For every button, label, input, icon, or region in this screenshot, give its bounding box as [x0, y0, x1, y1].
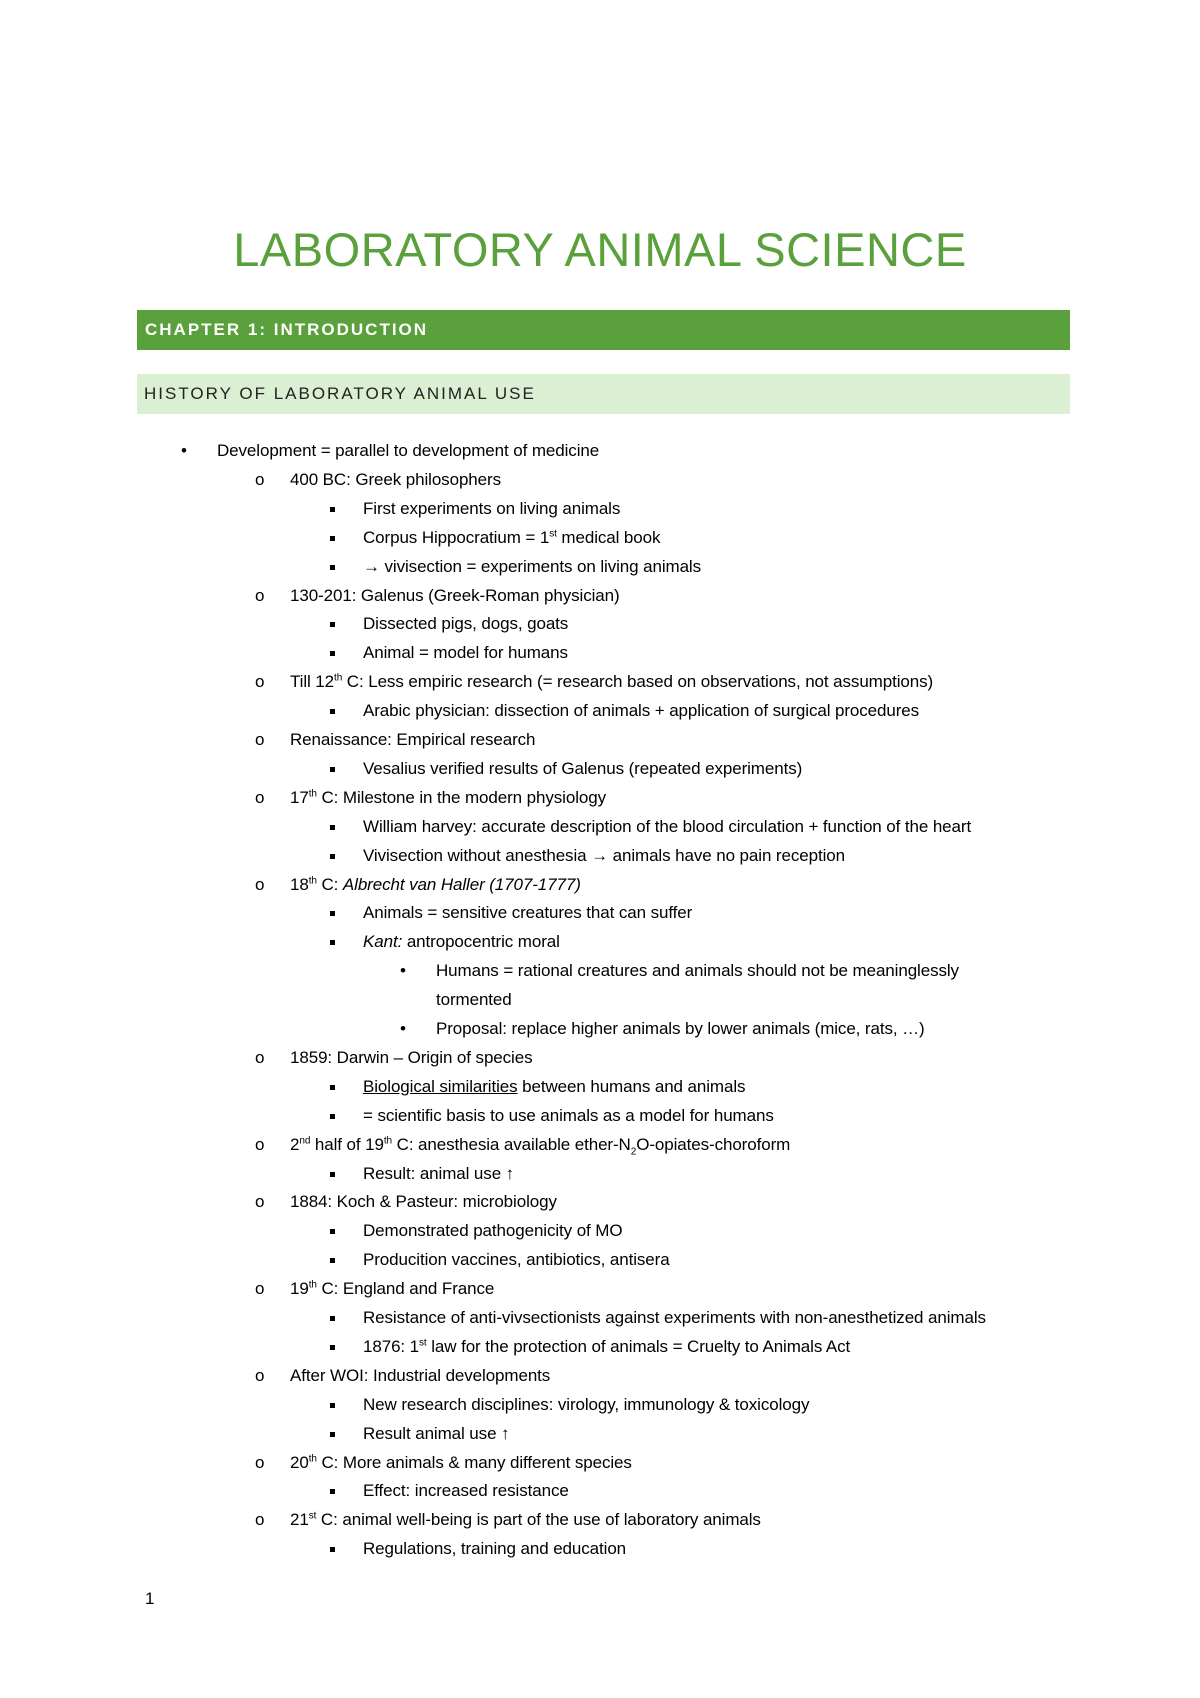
- outline-text: th: [308, 1452, 317, 1464]
- outline-text: Dissected pigs, dogs, goats: [363, 614, 569, 634]
- bullet-square-icon: [330, 1258, 335, 1263]
- outline-item: [290, 1278, 494, 1300]
- outline-text: C: Less empiric research (= research based on observations, not assumptions): [342, 672, 934, 692]
- bullet-square-icon: [330, 709, 335, 714]
- outline-item: [290, 671, 933, 693]
- bullet-square-icon: [330, 1547, 335, 1552]
- outline-text: Albrecht van Haller (1707-1777): [342, 874, 581, 894]
- bullet-square-icon: [330, 565, 335, 570]
- bullet-square-icon: [330, 767, 335, 772]
- bullet-circle-icon: o: [255, 469, 265, 489]
- bullet-square-icon: [330, 1345, 335, 1350]
- bullet-circle-icon: o: [255, 874, 265, 894]
- outline-item: [436, 1018, 925, 1040]
- outline-item: [290, 585, 620, 607]
- outline-text: st: [549, 528, 557, 540]
- outline-text: 17: [290, 787, 309, 807]
- outline-item: [363, 758, 802, 780]
- outline-text: Effect: increased resistance: [363, 1481, 569, 1501]
- outline-item: [290, 1365, 550, 1387]
- bullet-square-icon: [330, 1114, 335, 1119]
- outline-item: [363, 498, 620, 520]
- outline-item: [290, 1191, 557, 1213]
- bullet-circle-icon: o: [255, 1134, 265, 1154]
- outline-text: half of 19: [310, 1134, 384, 1154]
- outline-text: 18: [290, 874, 309, 894]
- outline-item: [363, 1423, 509, 1445]
- outline-text: 19: [290, 1279, 309, 1299]
- outline-item: [363, 1105, 774, 1127]
- outline-text: antropocentric moral: [402, 932, 560, 952]
- outline-item: [363, 1076, 745, 1098]
- outline-item: [290, 1134, 790, 1156]
- outline-text: Animals = sensitive creatures that can suffer: [363, 903, 693, 923]
- bullet-square-icon: [330, 1316, 335, 1321]
- bullet-square-icon: [330, 536, 335, 541]
- bullet-circle-icon: o: [255, 672, 265, 692]
- bullet-circle-icon: o: [255, 1365, 265, 1385]
- outline-text: 130-201: Galenus (Greek-Roman physician): [290, 585, 620, 605]
- outline-item: [363, 816, 971, 838]
- outline-text: Renaissance: Empirical research: [290, 730, 536, 749]
- chapter-heading: CHAPTER 1: INTRODUCTION: [137, 310, 1070, 350]
- outline-text: Humans = rational creatures and animals should not be meaninglessly: [436, 961, 959, 981]
- outline-text: After WOI: Industrial developments: [290, 1365, 551, 1385]
- outline-item: [363, 1220, 623, 1242]
- page-number: 1: [145, 1589, 155, 1608]
- outline-text: 20: [290, 1452, 309, 1472]
- outline-text: Vivisection without anesthesia → animals have no pain reception: [363, 845, 845, 865]
- outline-text: Biological similarities: [363, 1076, 518, 1096]
- outline-text: New research disciplines: virology, immunology & toxicology: [363, 1394, 810, 1414]
- outline-text: 1876: 1: [363, 1336, 420, 1356]
- bullet-square-icon: [330, 507, 335, 512]
- bullet-square-icon: [330, 825, 335, 830]
- bullet-circle-icon: o: [255, 787, 265, 807]
- outline-text: C: England and France: [316, 1279, 495, 1299]
- bullet-circle-icon: o: [255, 1452, 265, 1472]
- outline-text: 1859: Darwin – Origin of species: [290, 1047, 533, 1067]
- bullet-dot-icon: •: [181, 441, 187, 460]
- outline-text: 21: [290, 1510, 309, 1530]
- outline-text: st: [308, 1510, 317, 1522]
- bullet-square-icon: [330, 1403, 335, 1408]
- outline-text: 400 BC: Greek philosophers: [290, 469, 501, 489]
- outline-item: [363, 1163, 514, 1185]
- outline-text: Animal = model for humans: [363, 643, 568, 663]
- outline-text: Vesalius verified results of Galenus (repeated experiments): [363, 758, 803, 778]
- outline-text: Kant:: [363, 932, 403, 952]
- outline-text: 2: [630, 1145, 637, 1157]
- bullet-square-icon: [330, 1229, 335, 1234]
- outline-item: [290, 1047, 532, 1069]
- bullet-circle-icon: o: [255, 1510, 265, 1530]
- outline-text: th: [308, 788, 317, 800]
- outline-text: Corpus Hippocratium = 1: [363, 527, 550, 547]
- outline-text: nd: [299, 1134, 311, 1146]
- bullet-square-icon: [330, 940, 335, 945]
- outline-text: 1884: Koch & Pasteur: microbiology: [290, 1192, 557, 1212]
- outline-item: [363, 1307, 986, 1329]
- outline-item: [363, 931, 560, 953]
- outline-item: [363, 1336, 850, 1358]
- outline-text: C: Milestone in the modern physiology: [316, 787, 606, 807]
- outline-item: [436, 960, 959, 982]
- outline-text: th: [308, 1279, 317, 1291]
- outline-item: [363, 527, 660, 549]
- bullet-circle-icon: o: [255, 1047, 265, 1067]
- outline-item: [290, 1509, 761, 1531]
- outline-text: C: animal well-being is part of the use of laboratory animals: [316, 1510, 761, 1530]
- outline-item: [363, 613, 568, 635]
- outline-item: [363, 1394, 809, 1416]
- bullet-dot-icon: •: [400, 1019, 406, 1038]
- document-title: LABORATORY ANIMAL SCIENCE: [233, 223, 967, 276]
- bullet-dot-icon: •: [400, 961, 406, 981]
- outline-text: O-opiates-choroform: [636, 1134, 791, 1154]
- bullet-square-icon: [330, 911, 335, 916]
- outline-text: Till 12: [290, 672, 335, 692]
- outline-item: [290, 729, 535, 751]
- outline-item: [290, 874, 581, 896]
- outline-text: Arabic physician: dissection of animals + application of surgical procedures: [363, 701, 920, 721]
- bullet-circle-icon: o: [255, 1279, 265, 1299]
- bullet-circle-icon: o: [255, 585, 265, 605]
- outline-text: C: More animals & many different species: [316, 1452, 632, 1472]
- outline-item: [363, 556, 701, 578]
- outline-text: st: [419, 1337, 427, 1349]
- section-heading: HISTORY OF LABORATORY ANIMAL USE: [137, 374, 1070, 414]
- outline-text: tormented: [436, 990, 512, 1010]
- bullet-circle-icon: o: [255, 730, 265, 749]
- outline-text: Development = parallel to development of medicine: [217, 441, 600, 460]
- outline-item: [363, 902, 692, 924]
- outline-item: [363, 700, 919, 722]
- outline-text: medical book: [556, 527, 661, 547]
- outline-text: Regulations, training and education: [363, 1539, 627, 1559]
- outline-text: First experiments on living animals: [363, 498, 621, 518]
- bullet-square-icon: [330, 854, 335, 859]
- outline-item: [363, 1480, 569, 1502]
- bullet-square-icon: [330, 1432, 335, 1437]
- outline-text: Result animal use ↑: [363, 1423, 510, 1443]
- bullet-square-icon: [330, 1172, 335, 1177]
- bullet-square-icon: [330, 622, 335, 627]
- outline-text: th: [383, 1134, 393, 1146]
- outline-text: th: [308, 874, 317, 886]
- outline-item: [363, 1538, 626, 1560]
- outline-item: [290, 469, 501, 491]
- outline-item: [290, 1452, 632, 1474]
- outline-text: C: anesthesia available ether-N: [392, 1134, 631, 1154]
- outline-text: between humans and animals: [517, 1076, 746, 1096]
- outline-text: law for the protection of animals = Cruelty to Animals Act: [426, 1336, 851, 1356]
- bullet-square-icon: [330, 1489, 335, 1494]
- outline-text: William harvey: accurate description of the blood circulation + function of the heart: [363, 816, 972, 836]
- outline-text: Producition vaccines, antibiotics, antisera: [363, 1250, 670, 1270]
- outline-item: [363, 845, 845, 867]
- outline-item: [363, 642, 568, 664]
- bullet-square-icon: [330, 1085, 335, 1090]
- outline-text: C:: [316, 874, 343, 894]
- outline-text: Resistance of anti-vivsectionists against experiments with non-anesthetized animals: [363, 1308, 986, 1327]
- outline-text: Demonstrated pathogenicity of MO: [363, 1221, 623, 1241]
- bullet-square-icon: [330, 651, 335, 656]
- bullet-circle-icon: o: [255, 1192, 265, 1212]
- outline-text: Proposal: replace higher animals by lower animals (mice, rats, …): [436, 1019, 925, 1038]
- outline-text: 2: [290, 1134, 300, 1154]
- outline-item: [290, 787, 606, 809]
- outline-item: [436, 989, 512, 1011]
- outline-item: [363, 1249, 670, 1271]
- outline-text: Result: animal use ↑: [363, 1163, 515, 1183]
- outline-item: [217, 440, 599, 462]
- outline-text: → vivisection = experiments on living animals: [363, 556, 702, 576]
- outline-text: th: [334, 672, 343, 684]
- outline-text: = scientific basis to use animals as a model for humans: [363, 1105, 774, 1125]
